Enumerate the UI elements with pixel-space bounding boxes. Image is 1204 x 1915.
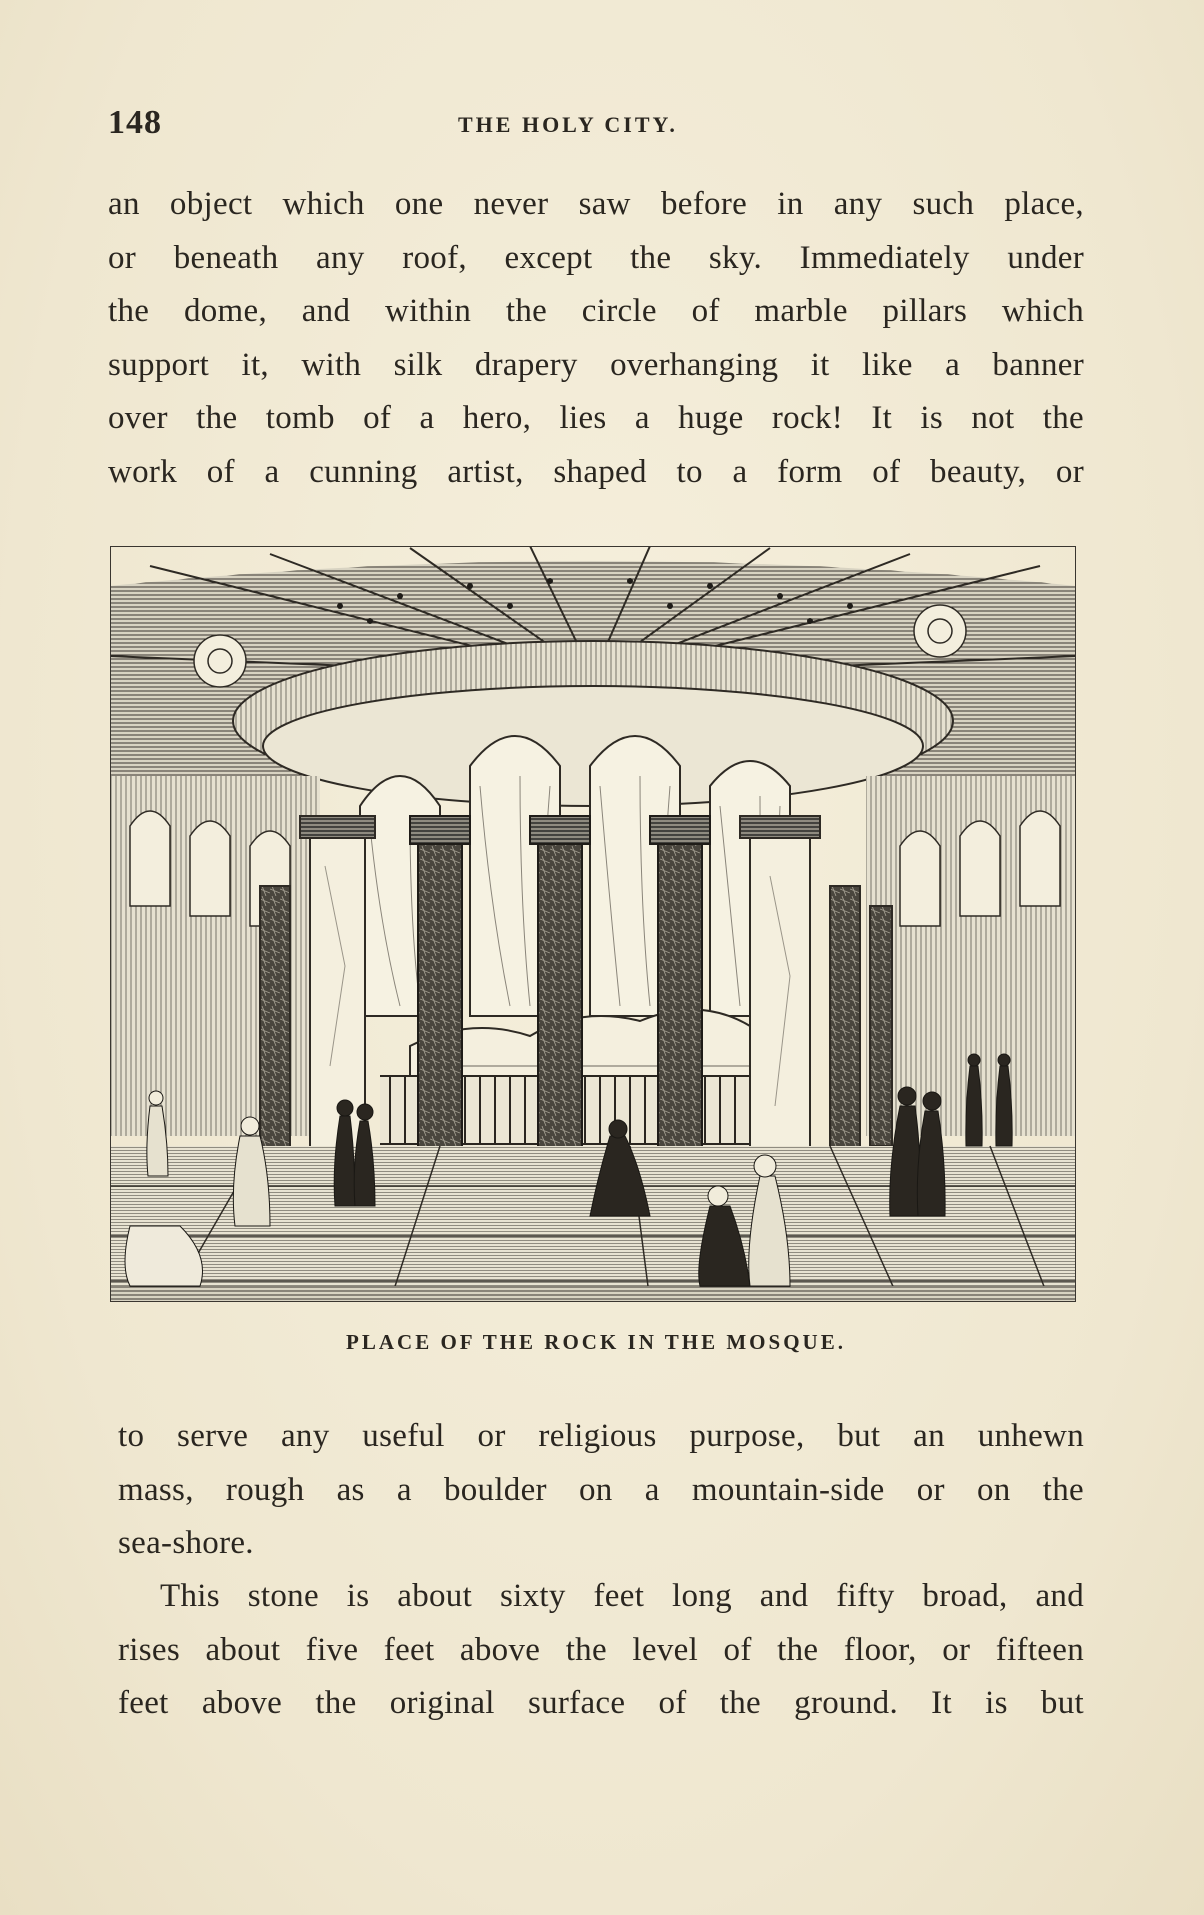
text-line: to serve any useful or religious purpose, but an unhewn: [118, 1418, 1084, 1454]
page-number: 148: [108, 104, 162, 141]
engraving-illustration: [110, 546, 1076, 1302]
text-line: This stone is about sixty feet long and fifty broad, and: [160, 1578, 1084, 1614]
paragraph-bottom: [118, 1570, 1084, 1731]
running-head: THE HOLY CITY.: [458, 112, 678, 137]
text-line: work of a cunning artist, shaped to a form of beauty, or: [108, 453, 1084, 490]
mosque-interior-engraving: [110, 546, 1076, 1302]
text-line: an object which one never saw before in any such place,: [108, 186, 1084, 222]
text-line: mass, rough as a boulder on a mountain-side or on the: [118, 1471, 1084, 1508]
text-line: over the tomb of a hero, lies a huge rock! It is not the: [108, 400, 1084, 436]
text-line: or beneath any roof, except the sky. Immediately under: [108, 239, 1084, 276]
text-line: sea-shore.: [118, 1525, 254, 1561]
paragraph-top: [108, 178, 1084, 499]
text-line: the dome, and within the circle of marble pillars which: [108, 293, 1084, 329]
figure-caption: PLACE OF THE ROCK IN THE MOSQUE.: [346, 1330, 846, 1354]
paragraph-middle: [118, 1410, 1084, 1571]
page-header: [108, 104, 1084, 144]
text-line: feet above the original surface of the ground. It is but: [118, 1685, 1084, 1721]
text-line: rises about five feet above the level of the floor, or fifteen: [118, 1631, 1084, 1668]
text-line: support it, with silk drapery overhanging it like a banner: [108, 346, 1084, 383]
